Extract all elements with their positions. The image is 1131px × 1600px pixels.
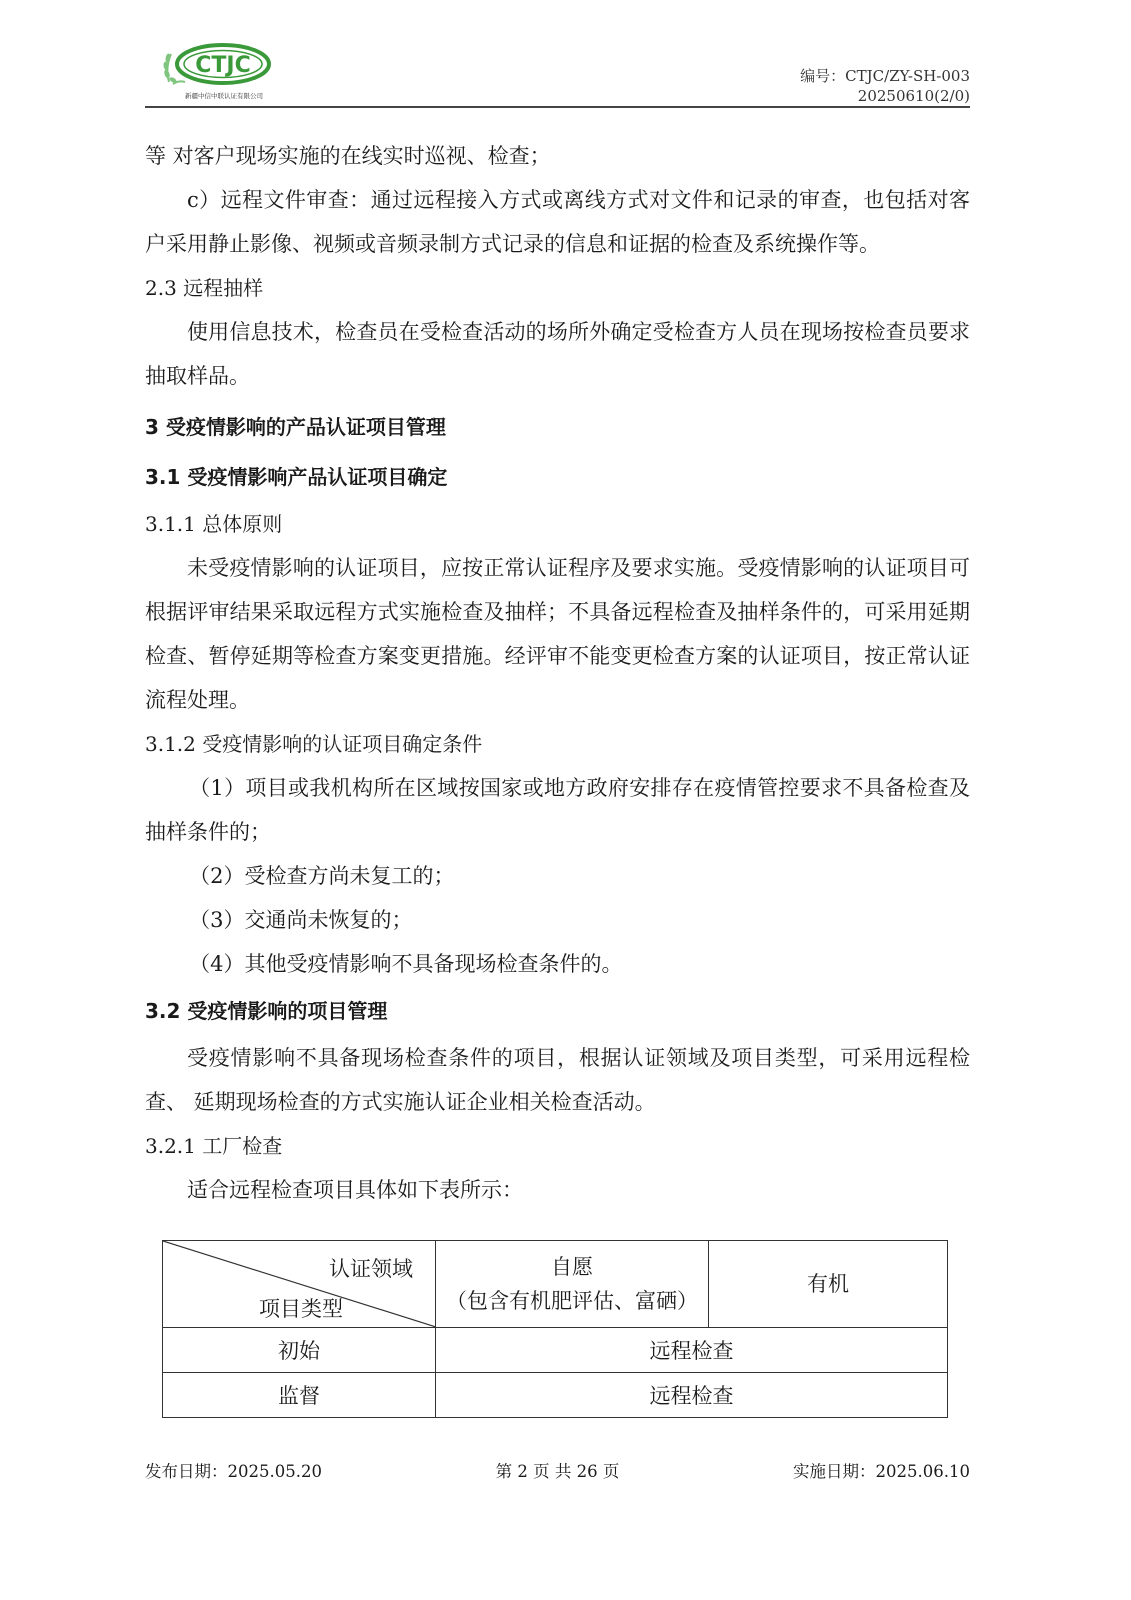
header-text: 自愿 [551, 1255, 593, 1279]
document-version: 20250610(2/0) [857, 87, 970, 105]
page-header [145, 36, 970, 106]
paragraph: 等 对客户现场实施的在线实时巡视、检查； [145, 144, 551, 168]
list-item: （2）受检查方尚未复工的； [189, 864, 455, 888]
effective-date: 实施日期：2025.06.10 [793, 1462, 970, 1481]
section-heading-2-3: 2.3 远程抽样 [145, 276, 264, 300]
list-item: （3）交通尚未恢复的； [189, 908, 413, 932]
svg-text:CTJC: CTJC [195, 53, 251, 78]
section-heading-3-2-1: 3.2.1 工厂检查 [145, 1134, 283, 1158]
table-row [163, 1328, 948, 1373]
corner-label-type: 项目类型 [259, 1297, 343, 1321]
list-item: （4）其他受疫情影响不具备现场检查条件的。 [189, 952, 623, 976]
page-footer [145, 1458, 970, 1488]
paragraph: c）远程文件审查：通过远程接入方式或离线方式对文件和记录的审查，也包括对客 户采用静止影像、视频或音频录制方式记录的信息和证据的检查及系统操作等。 [145, 188, 970, 256]
document-number: 编号：CTJC/ZY-SH-003 [800, 67, 970, 85]
header-subtext: （包含有机肥评估、富硒） [446, 1289, 698, 1313]
company-name: 新疆中信中联认证有限公司 [185, 92, 263, 100]
page-number: 第 2 页 共 26 页 [495, 1462, 620, 1481]
paragraph: 受疫情影响不具备现场检查条件的项目，根据认证领域及项目类型，可采用远程检查、 延期现场检查的方式实施认证企业相关检查活动。 [145, 1046, 970, 1114]
document-number-block [800, 66, 970, 106]
remote-inspection-table [162, 1240, 947, 1418]
table-header-voluntary [436, 1241, 709, 1328]
section-heading-3-2: 3.2 受疫情影响的项目管理 [145, 999, 388, 1023]
section-heading-3-1-2: 3.1.2 受疫情影响的认证项目确定条件 [145, 732, 483, 756]
section-heading-3: 3 受疫情影响的产品认证项目管理 [145, 415, 446, 439]
section-heading-3-1: 3.1 受疫情影响产品认证项目确定 [145, 465, 448, 489]
logo-emblem-icon [159, 40, 274, 92]
table-row [163, 1373, 948, 1418]
table-header-organic: 有机 [709, 1241, 948, 1328]
table-corner-cell [163, 1241, 436, 1328]
corner-label-field: 认证领域 [329, 1257, 413, 1281]
section-heading-3-1-1: 3.1.1 总体原则 [145, 512, 283, 536]
header-divider [145, 106, 970, 108]
company-logo [159, 40, 274, 102]
publish-date: 发布日期：2025.05.20 [145, 1462, 322, 1481]
table-cell-type: 监督 [163, 1373, 436, 1418]
list-item: （1）项目或我机构所在区域按国家或地方政府安排存在疫情管控要求不具备检查及抽样条件的； [145, 776, 970, 844]
table-cell-type: 初始 [163, 1328, 436, 1373]
paragraph: 未受疫情影响的认证项目，应按正常认证程序及要求实施。受疫情影响的认证项目可 根据评审结果采取远程方式实施检查及抽样；不具备远程检查及抽样条件的，可采用延期 检查、暂停延期等检查方案变更措施。经评审不能变更检查方案的认证项目，按正常认证 流程处理。 [145, 556, 970, 712]
document-body [145, 134, 970, 1212]
paragraph: 适合远程检查项目具体如下表所示： [187, 1178, 523, 1202]
table-cell-value: 远程检查 [436, 1373, 948, 1418]
paragraph: 使用信息技术，检查员在受检查活动的场所外确定受检查方人员在现场按检查员要求抽取样品。 [145, 320, 970, 388]
table-cell-value: 远程检查 [436, 1328, 948, 1373]
